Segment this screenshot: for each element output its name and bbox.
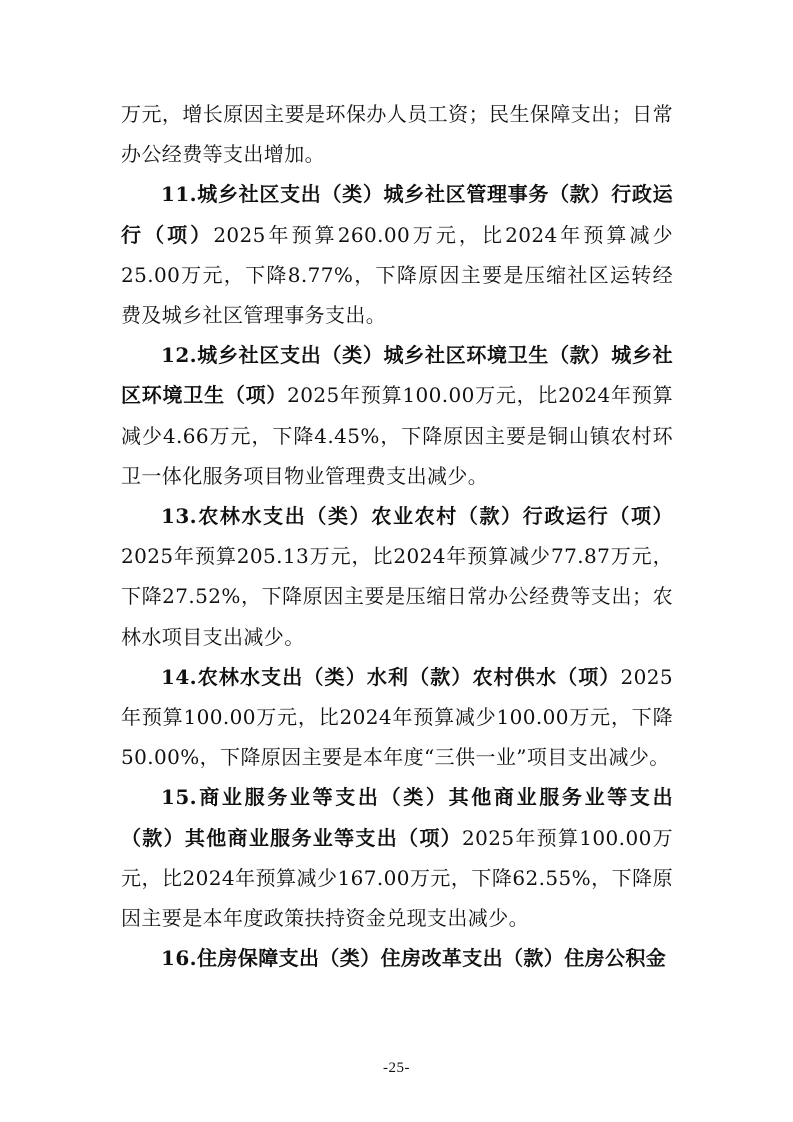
item-heading: 13.农林水支出（类）农业农村（款）行政运行（项） (161, 504, 673, 529)
paragraph-text: 万元，增长原因主要是环保办人员工资；民生保障支出；日常办公经费等支出增加。 (121, 102, 673, 167)
item-heading: 12.城乡社区支出（类）城乡社区环境卫生（款）城乡社区环境卫生（项） (121, 343, 673, 408)
paragraph-text: 2025年预算100.00万元，比2024年预算减少4.66万元，下降4.45%，下降原因主要是铜山镇农村环卫一体化服务项目物业管理费支出减少。 (121, 383, 673, 488)
paragraph-item-12 (121, 335, 673, 496)
paragraph-item-14 (121, 657, 673, 778)
item-heading: 15.商业服务业等支出（类）其他商业服务业等支出（款）其他商业服务业等支出（项） (121, 785, 673, 850)
paragraph-text: 2025年预算205.13万元，比2024年预算减少77.87万元，下降27.52%，下降原因主要是压缩日常办公经费等支出；农林水项目支出减少。 (121, 544, 673, 649)
item-heading: 11.城乡社区支出（类）城乡社区管理事务（款）行政运行（项） (121, 182, 673, 247)
item-heading: 14.农林水支出（类）水利（款）农村供水（项） (161, 664, 621, 689)
item-heading: 16.住房保障支出（类）住房改革支出（款）住房公积金 (161, 946, 667, 971)
paragraph-continuation (121, 94, 673, 174)
paragraph-item-13 (121, 496, 673, 657)
paragraph-item-16 (121, 938, 673, 978)
page-number: -25- (383, 1060, 410, 1076)
paragraph-item-11 (121, 174, 673, 335)
paragraph-text: 2025年预算260.00万元，比2024年预算减少25.00万元，下降8.77%，下降原因主要是压缩社区运转经费及城乡社区管理事务支出。 (121, 222, 673, 328)
body-text (121, 94, 673, 978)
paragraph-text: 2025年预算100.00万元，比2024年预算减少167.00万元，下降62.55%，下降原因主要是本年度政策扶持资金兑现支出减少。 (121, 825, 673, 931)
paragraph-text: 2025年预算100.00万元，比2024年预算减少100.00万元，下降50.00%，下降原因主要是本年度“三供一业”项目支出减少。 (121, 664, 673, 770)
paragraph-item-15 (121, 777, 673, 938)
